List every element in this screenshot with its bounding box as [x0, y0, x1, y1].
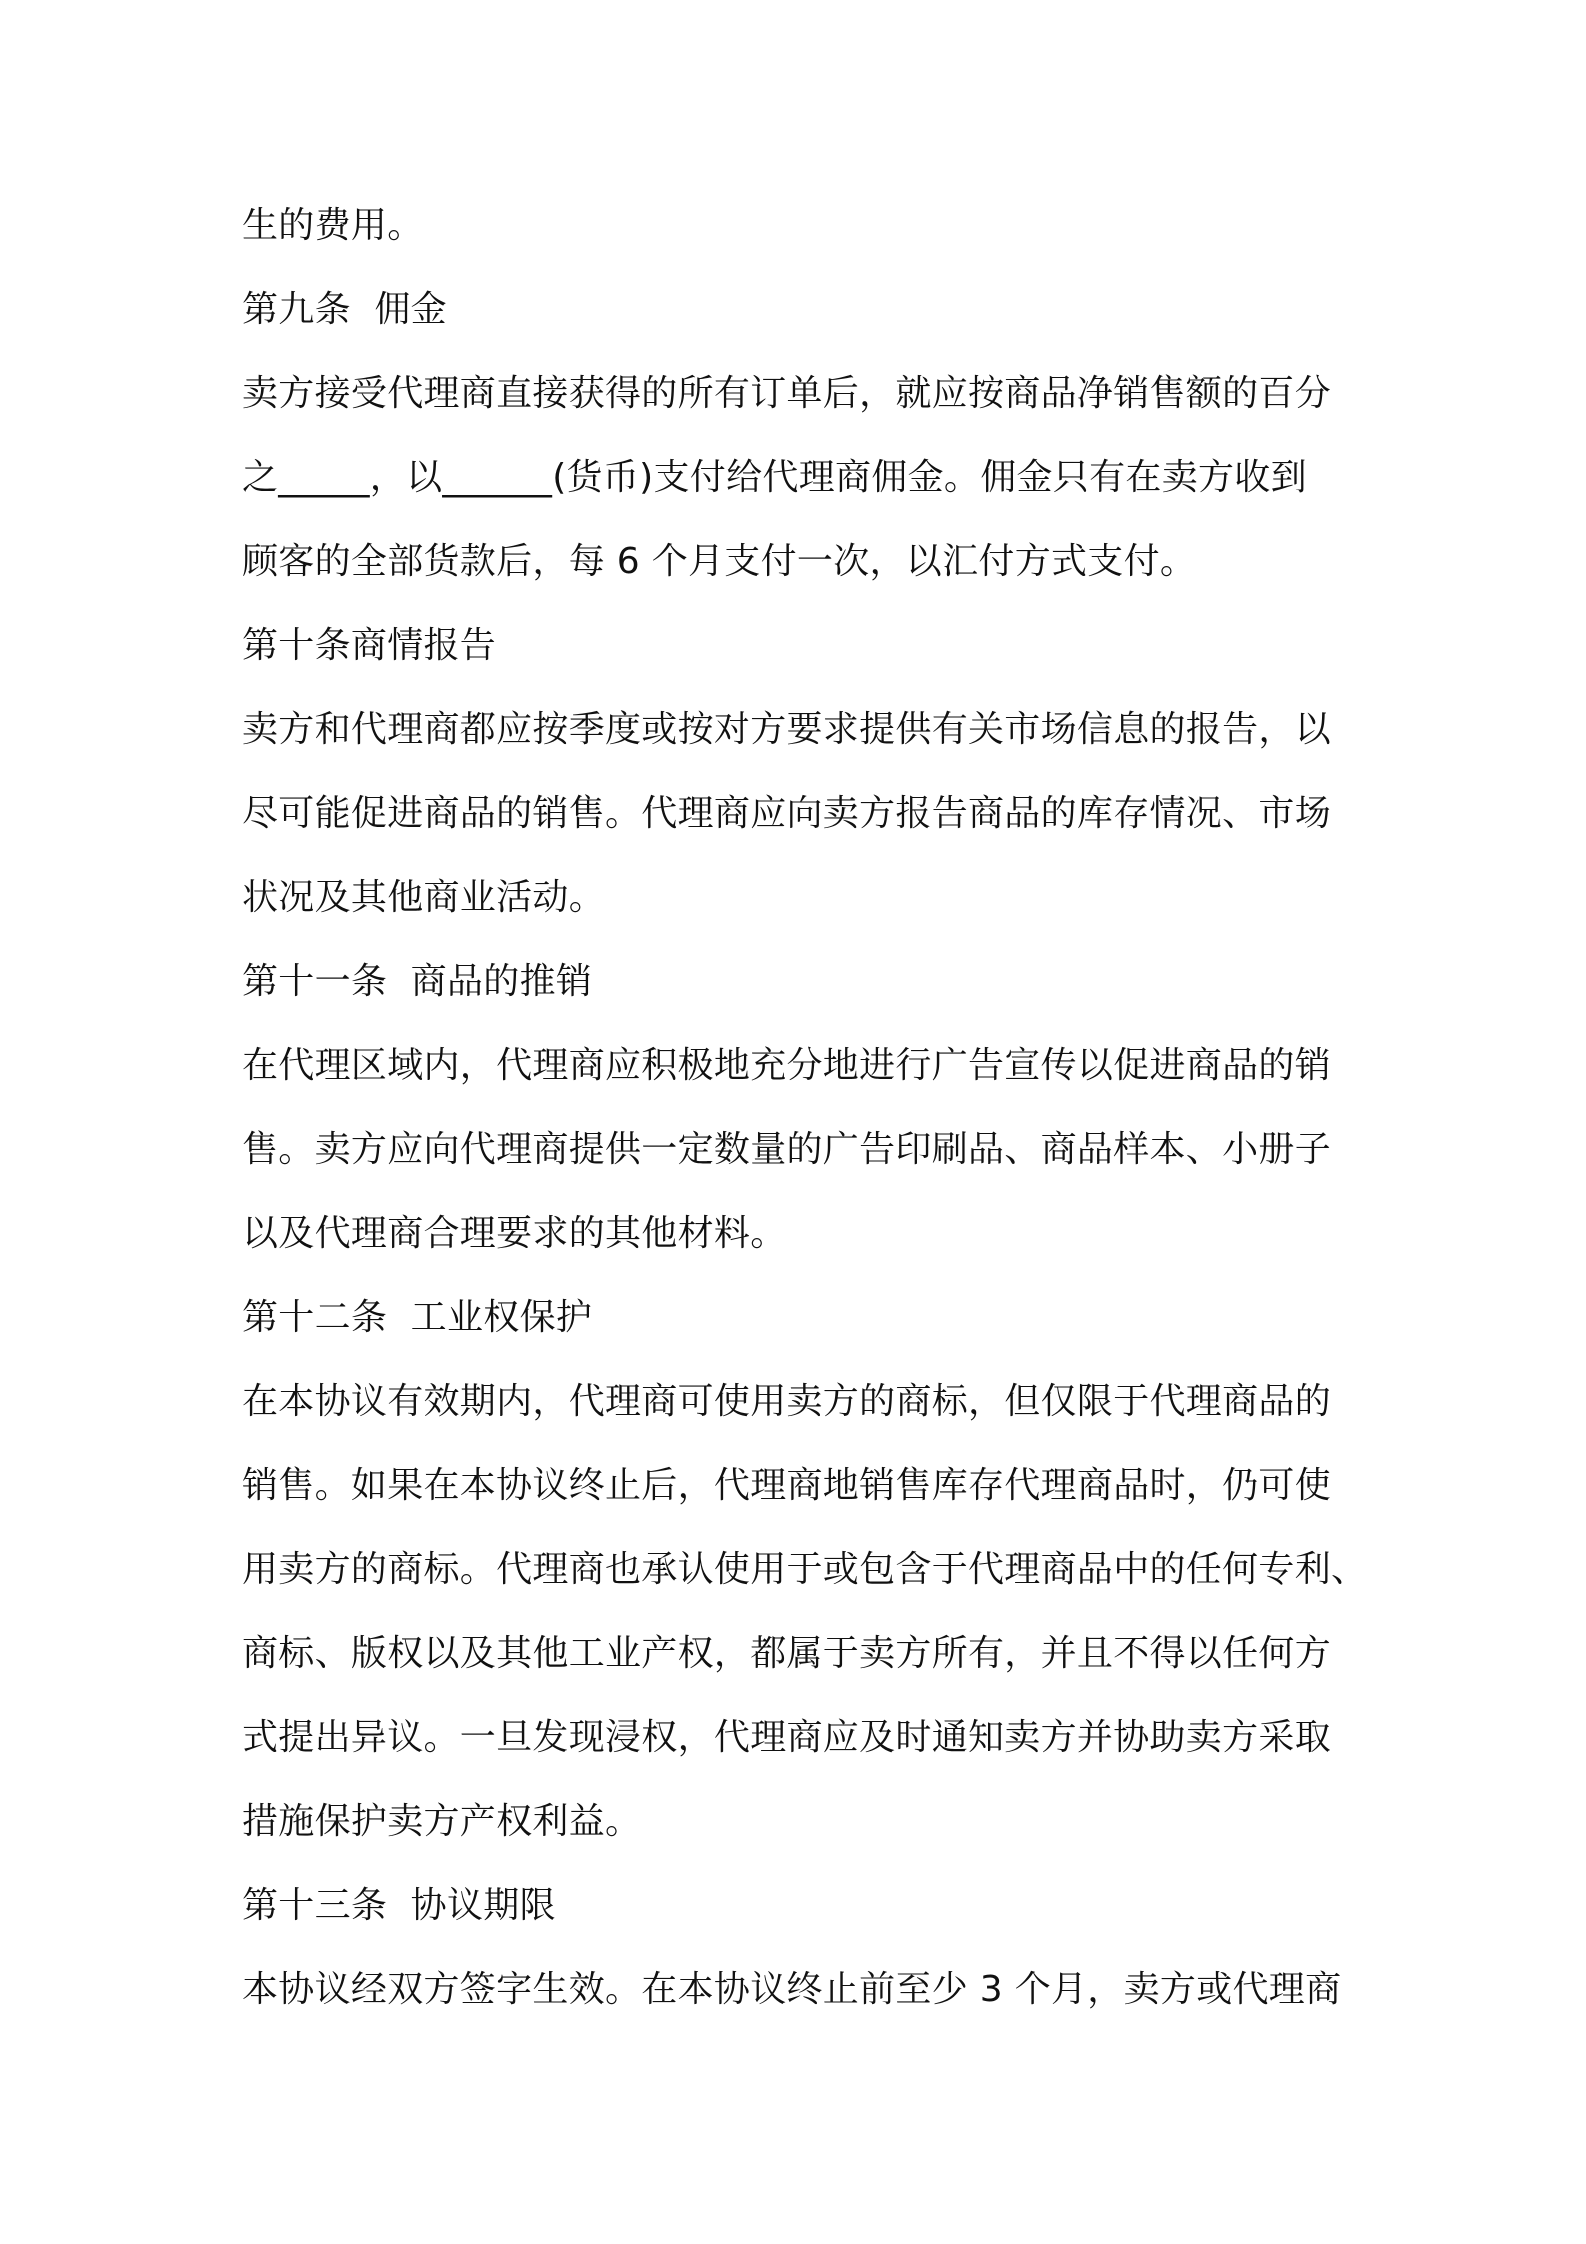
article-heading: 第十条商情报告: [242, 625, 497, 666]
paragraph-line: 式提出异议。一旦发现浸权，代理商应及时通知卖方并协助卖方采取: [242, 1717, 1332, 1758]
paragraph-line: 商标、版权以及其他工业产权，都属于卖方所有，并且不得以任何方: [242, 1633, 1332, 1674]
paragraph-line: 状况及其他商业活动。: [242, 877, 606, 918]
paragraph-line: 售。卖方应向代理商提供一定数量的广告印刷品、商品样本、小册子: [242, 1129, 1332, 1170]
paragraph-line: 之_____，以______(货币)支付给代理商佣金。佣金只有在卖方收到: [242, 457, 1307, 498]
paragraph-line: 顾客的全部货款后，每 6 个月支付一次，以汇付方式支付。: [242, 541, 1197, 582]
paragraph-line: 在代理区域内，代理商应积极地充分地进行广告宣传以促进商品的销: [242, 1045, 1332, 1086]
paragraph-line: 卖方接受代理商直接获得的所有订单后，就应按商品净销售额的百分: [242, 373, 1332, 414]
article-heading: 第九条 佣金: [242, 289, 447, 330]
paragraph-line: 销售。如果在本协议终止后，代理商地销售库存代理商品时，仍可使: [242, 1465, 1332, 1506]
paragraph-line: 在本协议有效期内，代理商可使用卖方的商标，但仅限于代理商品的: [242, 1381, 1332, 1422]
article-heading: 第十一条 商品的推销: [242, 961, 593, 1002]
paragraph-line: 生的费用。: [242, 205, 424, 246]
paragraph-line: 卖方和代理商都应按季度或按对方要求提供有关市场信息的报告，以: [242, 709, 1332, 750]
paragraph-line: 尽可能促进商品的销售。代理商应向卖方报告商品的库存情况、市场: [242, 793, 1332, 834]
paragraph-line: 措施保护卖方产权利益。: [242, 1801, 642, 1842]
paragraph-line: 用卖方的商标。代理商也承认使用于或包含于代理商品中的任何专利、: [242, 1549, 1368, 1590]
paragraph-line: 本协议经双方签字生效。在本协议终止前至少 3 个月，卖方或代理商: [242, 1969, 1342, 2010]
paragraph-line: 以及代理商合理要求的其他材料。: [242, 1213, 787, 1254]
article-heading: 第十二条 工业权保护: [242, 1297, 593, 1338]
article-heading: 第十三条 协议期限: [242, 1885, 556, 1926]
